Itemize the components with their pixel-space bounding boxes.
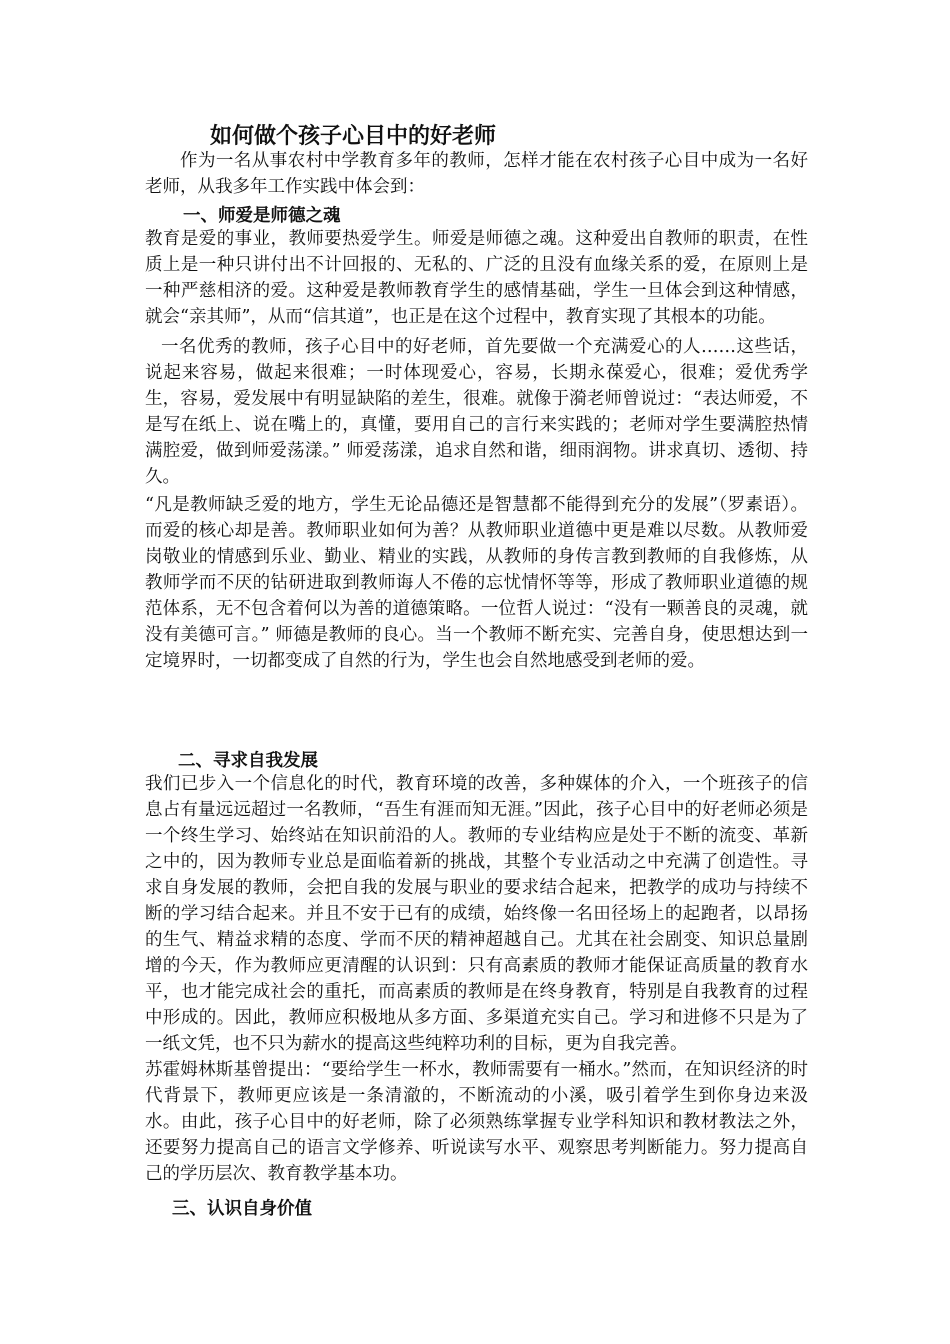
paragraph: “凡是教师缺乏爱的地方，学生无论品德还是智慧都不能得到充分的发展”（罗素语）。而爱的核心却是善。教师职业如何为善？从教师职业道德中更是难以尽数。从教师爱岗敬业的情感到乐业、勤业、精业的实践，从教师的身传言教到教师的自我修炼，从教师学而不厌的钻研进取到教师诲人不倦的忘忧情怀等等，形成了教师职业道德的规范体系，无不包含着何以为善的道德策略。一位哲人说过：“没有一颗善良的灵魂，就没有美德可言。” 师德是教师的良心。当一个教师不断充实、完善自身，使思想达到一定境界时，一切都变成了自然的行为，学生也会自然地感受到老师的爱。 <box>145 495 808 671</box>
intro-paragraph: 作为一名从事农村中学教育多年的教师，怎样才能在农村孩子心目中成为一名好老师，从我多年工作实践中体会到： <box>145 151 808 197</box>
paragraph: 教育是爱的事业，教师要热爱学生。师爱是师德之魂。这种爱出自教师的职责，在性质上是一种只讲付出不计回报的、无私的、广泛的且没有血缘关系的爱，在原则上是一种严慈相济的爱。这种爱是教师教育学生的感情基础，学生一旦体会到这种情感，就会“亲其师”，从而“信其道”，也正是在这个过程中，教育实现了其根本的功能。 <box>145 229 808 327</box>
section-2-body <box>145 771 808 1187</box>
paragraph: 一名优秀的教师，孩子心目中的好老师，首先要做一个充满爱心的人……这些话，说起来容易，做起来很难；一时体现爱心，容易，长期永葆爱心，很难；爱优秀学生，容易，爱发展中有明显缺陷的差生，很难。就像于漪老师曾说过：“表达师爱，不是写在纸上、说在嘴上的，真懂，要用自己的言行来实践的；老师对学生要满腔热情满腔爱，做到师爱荡漾。” 师爱荡漾，追求自然和谐，细雨润物。讲求真切、透彻、持久。 <box>145 337 808 487</box>
section-1-body <box>145 226 808 674</box>
paragraph: 苏霍姆林斯基曾提出：“要给学生一杯水，教师需要有一桶水。”然而，在知识经济的时代背景下，教师更应该是一条清澈的，不断流动的小溪，吸引着学生到你身边来汲水。由此，孩子心目中的好老师，除了必须熟练掌握专业学科知识和教材教法之外，还要努力提高自己的语言文学修养、听说读写水平、观察思考判断能力。努力提高自己的学历层次、教育教学基本功。 <box>145 1060 808 1184</box>
section-heading-3: 三、认识自身价值 <box>172 1199 312 1219</box>
section-heading-1: 一、师爱是师德之魂 <box>183 206 341 226</box>
paragraph: 我们已步入一个信息化的时代，教育环境的改善，多种媒体的介入，一个班孩子的信息占有量远远超过一名教师，“吾生有涯而知无涯。”因此，孩子心目中的好老师必须是一个终生学习、始终站在知识前沿的人。教师的专业结构应是处于不断的流变、革新之中的，因为教师专业总是面临着新的挑战，其整个专业活动之中充满了创造性。寻求自身发展的教师，会把自我的发展与职业的要求结合起来，把教学的成功与持续不断的学习结合起来。并且不安于已有的成绩，始终像一名田径场上的起跑者，以昂扬的生气、精益求精的态度、学而不厌的精神超越自己。尤其在社会剧变、知识总量剧增的今天，作为教师应更清醒的认识到：只有高素质的教师才能保证高质量的教育水平，也才能完成社会的重托，而高素质的教师是在终身教育，特别是自我教育的过程中形成的。因此，教师应积极地从多方面、多渠道充实自己。学习和进修不只是为了一纸文凭，也不只为薪水的提高这些纯粹功利的目标，更为自我完善。 <box>145 774 808 1054</box>
section-heading-2: 二、寻求自我发展 <box>178 751 318 771</box>
intro-block <box>145 148 808 200</box>
document-title: 如何做个孩子心目中的好老师 <box>210 123 497 149</box>
